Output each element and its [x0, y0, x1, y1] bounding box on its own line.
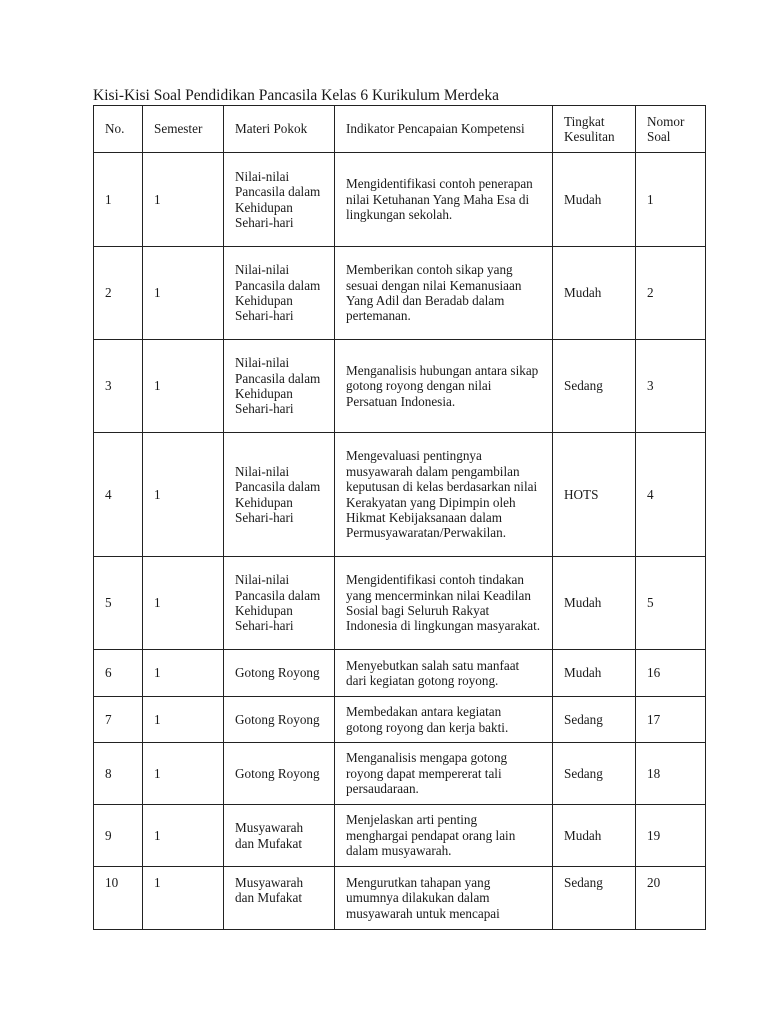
cell-indikator: Mengurutkan tahapan yang umumnya dilakukan dalam musyawarah untuk mencapai	[335, 867, 553, 930]
cell-tingkat: Sedang	[553, 697, 636, 743]
cell-tingkat: Mudah	[553, 557, 636, 650]
cell-nomor: 3	[636, 340, 706, 433]
cell-tingkat: Mudah	[553, 247, 636, 340]
cell-nomor: 18	[636, 743, 706, 805]
cell-materi: Nilai-nilai Pancasila dalam Kehidupan Sehari-hari	[224, 557, 335, 650]
cell-indikator: Memberikan contoh sikap yang sesuai dengan nilai Kemanusiaan Yang Adil dan Beradab dalam pertemanan.	[335, 247, 553, 340]
table-row	[94, 340, 706, 433]
cell-no: 2	[94, 247, 143, 340]
cell-tingkat: Sedang	[553, 743, 636, 805]
cell-tingkat: Mudah	[553, 153, 636, 247]
table-row	[94, 697, 706, 743]
table-row	[94, 805, 706, 867]
table-row	[94, 153, 706, 247]
cell-no: 1	[94, 153, 143, 247]
cell-nomor: 1	[636, 153, 706, 247]
cell-no: 4	[94, 433, 143, 557]
cell-indikator: Menjelaskan arti penting menghargai pendapat orang lain dalam musyawarah.	[335, 805, 553, 867]
cell-indikator: Mengidentifikasi contoh penerapan nilai Ketuhanan Yang Maha Esa di lingkungan sekolah.	[335, 153, 553, 247]
cell-semester: 1	[143, 340, 224, 433]
cell-materi: Nilai-nilai Pancasila dalam Kehidupan Sehari-hari	[224, 433, 335, 557]
cell-tingkat: Sedang	[553, 340, 636, 433]
table-row	[94, 433, 706, 557]
cell-semester: 1	[143, 153, 224, 247]
cell-semester: 1	[143, 650, 224, 697]
cell-no: 10	[94, 867, 143, 930]
cell-semester: 1	[143, 433, 224, 557]
cell-materi: Nilai-nilai Pancasila dalam Kehidupan Sehari-hari	[224, 340, 335, 433]
table-row	[94, 557, 706, 650]
header-nomor-soal: Nomor Soal	[636, 106, 706, 153]
cell-no: 5	[94, 557, 143, 650]
cell-materi: Musyawarah dan Mufakat	[224, 805, 335, 867]
cell-semester: 1	[143, 557, 224, 650]
cell-indikator: Menganalisis mengapa gotong royong dapat mempererat tali persaudaraan.	[335, 743, 553, 805]
cell-indikator: Mengevaluasi pentingnya musyawarah dalam pengambilan keputusan di kelas berdasarkan nilai Kerakyatan yang Dipimpin oleh Hikmat Kebijaksanaan dalam Permusyawaratan/Perwakilan.	[335, 433, 553, 557]
cell-no: 7	[94, 697, 143, 743]
cell-no: 8	[94, 743, 143, 805]
cell-materi: Gotong Royong	[224, 697, 335, 743]
cell-nomor: 4	[636, 433, 706, 557]
cell-indikator: Mengidentifikasi contoh tindakan yang mencerminkan nilai Keadilan Sosial bagi Seluruh Rakyat Indonesia di lingkungan masyarakat.	[335, 557, 553, 650]
cell-indikator: Membedakan antara kegiatan gotong royong dan kerja bakti.	[335, 697, 553, 743]
cell-no: 3	[94, 340, 143, 433]
cell-nomor: 5	[636, 557, 706, 650]
cell-nomor: 16	[636, 650, 706, 697]
table-row	[94, 650, 706, 697]
cell-indikator: Menganalisis hubungan antara sikap gotong royong dengan nilai Persatuan Indonesia.	[335, 340, 553, 433]
table-row	[94, 743, 706, 805]
cell-nomor: 19	[636, 805, 706, 867]
cell-materi: Nilai-nilai Pancasila dalam Kehidupan Sehari-hari	[224, 153, 335, 247]
header-materi-pokok: Materi Pokok	[224, 106, 335, 153]
cell-indikator: Menyebutkan salah satu manfaat dari kegiatan gotong royong.	[335, 650, 553, 697]
cell-semester: 1	[143, 805, 224, 867]
cell-nomor: 20	[636, 867, 706, 930]
header-no: No.	[94, 106, 143, 153]
cell-semester: 1	[143, 697, 224, 743]
kisi-kisi-table	[93, 105, 706, 930]
cell-materi: Musyawarah dan Mufakat	[224, 867, 335, 930]
table-header-row	[94, 106, 706, 153]
cell-nomor: 17	[636, 697, 706, 743]
page-title: Kisi-Kisi Soal Pendidikan Pancasila Kelas 6 Kurikulum Merdeka	[93, 87, 499, 104]
cell-materi: Gotong Royong	[224, 650, 335, 697]
cell-no: 9	[94, 805, 143, 867]
cell-tingkat: Sedang	[553, 867, 636, 930]
cell-semester: 1	[143, 867, 224, 930]
cell-materi: Gotong Royong	[224, 743, 335, 805]
cell-tingkat: HOTS	[553, 433, 636, 557]
cell-nomor: 2	[636, 247, 706, 340]
header-tingkat-kesulitan: Tingkat Kesulitan	[553, 106, 636, 153]
cell-tingkat: Mudah	[553, 805, 636, 867]
header-indikator: Indikator Pencapaian Kompetensi	[335, 106, 553, 153]
cell-materi: Nilai-nilai Pancasila dalam Kehidupan Sehari-hari	[224, 247, 335, 340]
table-row	[94, 247, 706, 340]
cell-tingkat: Mudah	[553, 650, 636, 697]
cell-no: 6	[94, 650, 143, 697]
table-row	[94, 867, 706, 930]
header-semester: Semester	[143, 106, 224, 153]
cell-semester: 1	[143, 247, 224, 340]
cell-semester: 1	[143, 743, 224, 805]
